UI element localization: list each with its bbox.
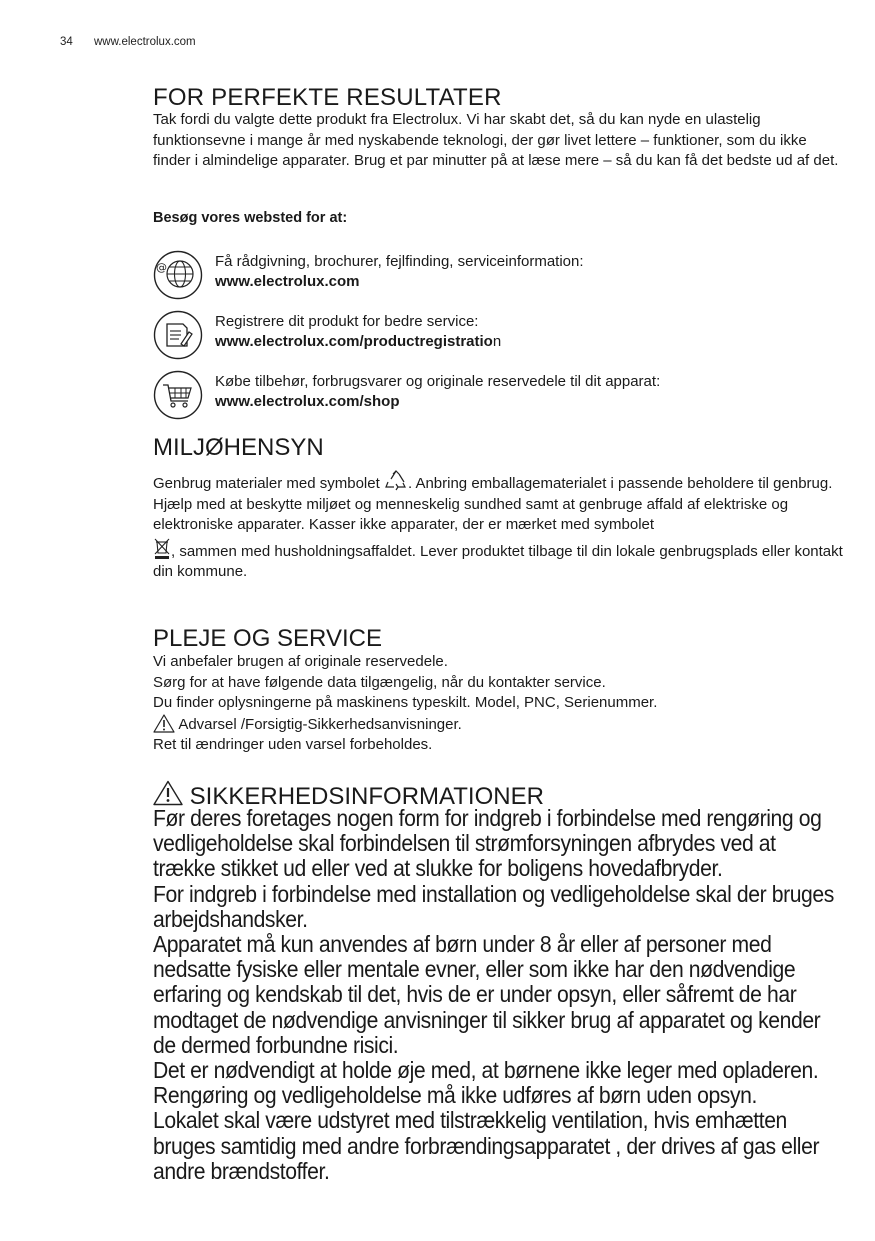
environment-text <box>153 470 843 583</box>
safety-paragraph-2: For indgreb i forbindelse med installation og vedligeholdelse skal der bruges arbejdshandsker. <box>153 880 834 932</box>
safety-title-text: SIKKERHEDSINFORMATIONER <box>189 783 544 810</box>
page-header <box>60 36 196 48</box>
service-advice-link[interactable]: www.electrolux.com <box>215 273 360 290</box>
service-shop-link[interactable]: www.electrolux.com/shop <box>215 393 400 410</box>
service-row-shop <box>153 370 843 420</box>
care-line-2: Sørg for at have følgende data tilgængelig, når du kontakter service. <box>153 673 606 691</box>
svg-text:@: @ <box>156 261 167 274</box>
section-title-results: FOR PERFEKTE RESULTATER <box>153 84 502 111</box>
care-warning-text: Advarsel /Forsigtig-Sikkerhedsanvisninger. <box>175 715 462 733</box>
globe-icon <box>153 250 203 300</box>
safety-paragraph-5: Rengøring og vedligeholdelse må ikke udføres af børn uden opsyn. <box>153 1082 757 1109</box>
safety-text <box>153 806 843 1184</box>
register-icon <box>153 310 203 360</box>
care-text <box>153 652 843 756</box>
warning-icon-large <box>153 780 183 806</box>
care-last-line: Ret til ændringer uden varsel forbeholdes. <box>153 736 433 753</box>
service-advice-text: Få rådgivning, brochurer, fejlfinding, serviceinformation: <box>215 253 584 270</box>
service-register-link[interactable]: www.electrolux.com/productregistratio <box>215 333 493 350</box>
service-shop-text: Købe tilbehør, forbrugsvarer og originale reservedele til dit apparat: <box>215 373 661 390</box>
safety-paragraph-3: Apparatet må kun anvendes af børn under 8 år eller af personer med nedsatte fysiske eller mentale evner, eller som ikke har den nødvendige erfaring og kendskab til det, hvis de er under opsyn, eller såfremt de har modtaget de nødvendige anvisninger til sikker brug af apparatet og kender de dermed forbundne risici. <box>153 931 821 1058</box>
service-row-advice <box>153 250 843 300</box>
page-number: 34 <box>60 36 73 48</box>
environment-paragraph-1 <box>153 470 843 495</box>
cart-icon <box>153 370 203 420</box>
care-line-1: Vi anbefaler brugen af originale reservedele. <box>153 653 448 670</box>
safety-paragraph-1: Før deres foretages nogen form for indgreb i forbindelse med rengøring og vedligeholdelse skal forbindelsen til strømforsyningen afbrydes ved at trække stikket ud eller ved at slukke for boligens hovedafbryder. <box>153 805 822 882</box>
recycle-text-before: Genbrug materialer med symbolet <box>153 475 380 492</box>
service-register-link-tail[interactable]: n <box>492 333 502 350</box>
safety-paragraph-4: Det er nødvendigt at holde øje med, at børnene ikke leger med opladeren. <box>153 1057 819 1084</box>
header-site-link[interactable]: www.electrolux.com <box>94 36 196 48</box>
section-title-care: PLEJE OG SERVICE <box>153 625 382 652</box>
service-register-text: Registrere dit produkt for bedre service: <box>215 313 479 330</box>
recycle-icon <box>384 470 408 492</box>
weee-bin-icon <box>153 538 171 560</box>
weee-text-after: , sammen med husholdningsaffaldet. Lever produktet tilbage til din lokale genbrugsplads eller kontakt din kommune. <box>153 542 843 580</box>
section-title-environment: MILJØHENSYN <box>153 434 324 461</box>
visit-heading: Besøg vores websted for at: <box>153 210 348 226</box>
intro-paragraph: Tak fordi du valgte dette produkt fra Electrolux. Vi har skabt det, så du kan nyde en ulastelig funktionsevne i mange år med nyskabende teknologi, der gør livet lettere – funktioner, som du ikke finder i almindelige apparater. Brug et par minutter på at læse mere – så du kan få det bedste ud af det. <box>153 111 839 169</box>
warning-icon <box>153 714 175 733</box>
care-warning-line <box>153 714 843 736</box>
safety-paragraph-6: Lokalet skal være udstyret med tilstrækkelig ventilation, hvis emhætten bruges samtidig med andre forbrændingsapparatet , der drives af gas eller andre brændstoffer. <box>153 1107 820 1184</box>
care-line-3: Du finder oplysningerne på maskinens typeskilt. Model, PNC, Serienummer. <box>153 694 658 711</box>
environment-paragraph-2: Hjælp med at beskytte miljøet og menneskelig sundhed samt at genbruge affald af elektriske og elektroniske apparater. Kasser ikke apparater, der er mærket med symbolet <box>153 495 789 533</box>
recycle-text-after: . Anbring emballagematerialet i passende beholdere til genbrug. <box>407 475 833 492</box>
environment-paragraph-3 <box>153 538 843 583</box>
service-row-register <box>153 310 843 360</box>
